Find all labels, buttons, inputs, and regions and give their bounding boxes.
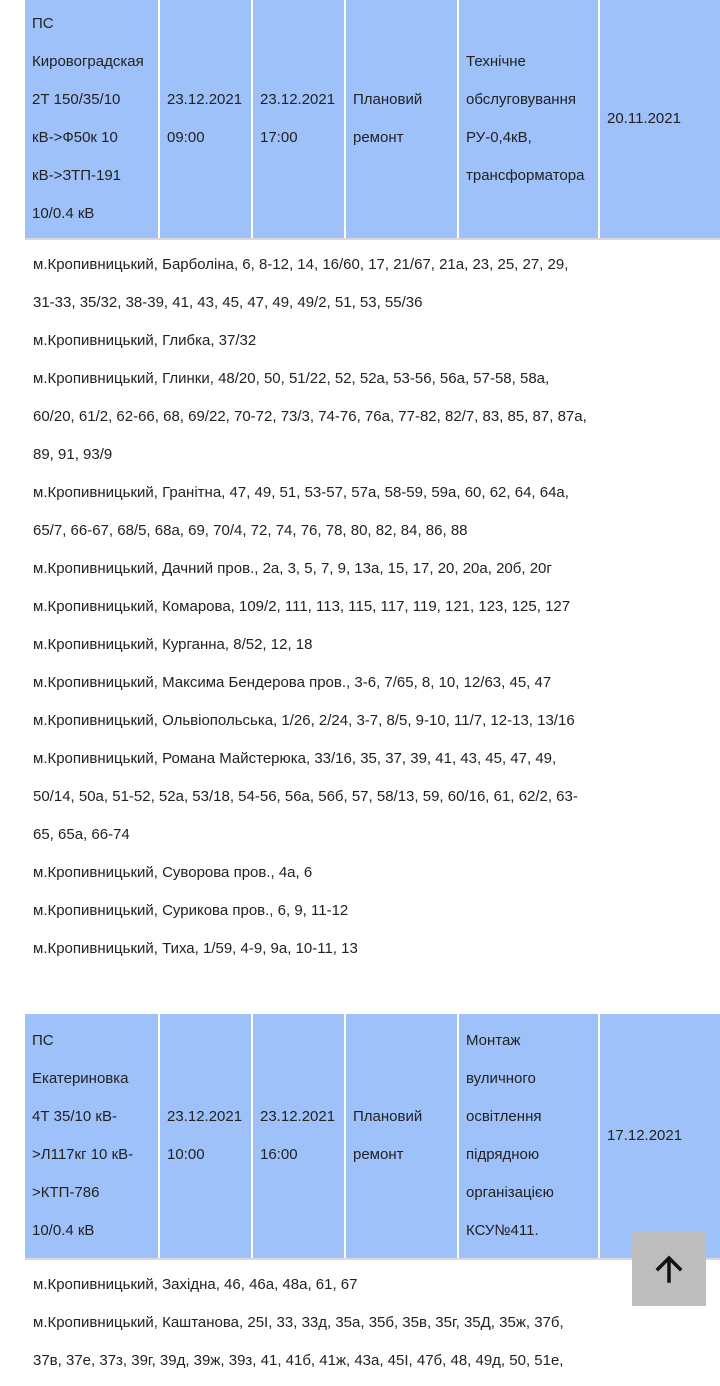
address-item: м.Кропивницький, Курганна, 8/52, 12, 18 bbox=[33, 636, 313, 653]
end-time-cell bbox=[253, 0, 346, 238]
substation-text: ПС Екатериновка 4Т 35/10 кВ- >Л117кг 10 кВ- >КТП-786 10/0.4 кВ bbox=[32, 1032, 134, 1239]
address-item: м.Кропивницький, Гранітна, 47, 49, 51, 53-57, 57а, 58-59, 59а, 60, 62, 64, 64а, 65/7, 66-67, 68/5, 68а, 69, 70/4, 72, 74, 76, 78, 80, 82, 84, 86, 88 bbox=[33, 484, 569, 539]
start-time-cell bbox=[160, 0, 253, 238]
arrow-up-icon bbox=[654, 1254, 684, 1284]
substation-text: ПС Кировоградская 2Т 150/35/10 кВ->Ф50к 10 кВ->ЗТП-191 10/0.4 кВ bbox=[32, 15, 144, 222]
start-time-text: 23.12.2021 09:00 bbox=[167, 91, 243, 146]
work-description-text: Монтаж вуличного освітлення підрядною організацією КСУ№411. bbox=[466, 1032, 554, 1239]
outage-type-text: Плановий ремонт bbox=[353, 91, 423, 146]
address-item: м.Кропивницький, Каштанова, 25І, 33, 33д, 35а, 35б, 35в, 35г, 35Д, 35ж, 37б, 37в, 37е, 37з, 39г, 39д, 39ж, 39з, 41, 41б, 41ж, 43а, 45І, 47б, 48, 49д, 50, 51е, bbox=[33, 1314, 564, 1369]
outage-type-cell bbox=[346, 1014, 459, 1258]
address-list bbox=[25, 1260, 720, 1386]
address-item: м.Кропивницький, Тиха, 1/59, 4-9, 9а, 10-11, 13 bbox=[33, 940, 358, 957]
address-item: м.Кропивницький, Комарова, 109/2, 111, 113, 115, 117, 119, 121, 123, 125, 127 bbox=[33, 598, 571, 615]
substation-cell bbox=[25, 0, 160, 238]
address-item: м.Кропивницький, Романа Майстерюка, 33/16, 35, 37, 39, 41, 43, 45, 47, 49, 50/14, 50а, 51-52, 52а, 53/18, 54-56, 56а, 56б, 57, 58/13, 59, 60/16, 61, 62/2, 63-65, 65а, 66-74 bbox=[33, 750, 578, 843]
outage-type-cell bbox=[346, 0, 459, 238]
end-time-text: 23.12.2021 17:00 bbox=[260, 91, 336, 146]
outage-type-text: Плановий ремонт bbox=[353, 1108, 423, 1163]
work-description-cell bbox=[459, 1014, 600, 1258]
notice-date-text: 20.11.2021 bbox=[607, 110, 681, 127]
notice-date-cell bbox=[600, 1014, 720, 1258]
outage-row bbox=[25, 1014, 720, 1260]
end-time-text: 23.12.2021 16:00 bbox=[260, 1108, 336, 1163]
address-list bbox=[25, 240, 720, 1014]
scroll-to-top-button[interactable] bbox=[632, 1232, 706, 1306]
address-item: м.Кропивницький, Західна, 46, 46а, 48а, 61, 67 bbox=[33, 1276, 358, 1293]
substation-cell bbox=[25, 1014, 160, 1258]
outage-table bbox=[25, 0, 720, 1386]
work-description-text: Технічне обслуговування РУ-0,4кВ, трансформатора bbox=[466, 53, 585, 184]
outage-row bbox=[25, 0, 720, 240]
end-time-cell bbox=[253, 1014, 346, 1258]
notice-date-text: 17.12.2021 bbox=[607, 1127, 683, 1144]
notice-date-cell bbox=[600, 0, 720, 238]
address-item: м.Кропивницький, Сурикова пров., 6, 9, 11-12 bbox=[33, 902, 349, 919]
address-item: м.Кропивницький, Барболіна, 6, 8-12, 14, 16/60, 17, 21/67, 21а, 23, 25, 27, 29, 31-33, 35/32, 38-39, 41, 43, 45, 47, 49, 49/2, 51, 53, 55/36 bbox=[33, 256, 569, 311]
address-item: м.Кропивницький, Ольвіопольська, 1/26, 2/24, 3-7, 8/5, 9-10, 11/7, 12-13, 13/16 bbox=[33, 712, 575, 729]
address-item: м.Кропивницький, Глинки, 48/20, 50, 51/22, 52, 52а, 53-56, 56а, 57-58, 58а, 60/20, 61/2, 62-66, 68, 69/22, 70-72, 73/3, 74-76, 76а, 77-82, 82/7, 83, 85, 87, 87а, 89, 91, 93/9 bbox=[33, 370, 587, 463]
start-time-text: 23.12.2021 10:00 bbox=[167, 1108, 243, 1163]
address-item: м.Кропивницький, Суворова пров., 4а, 6 bbox=[33, 864, 313, 881]
address-item: м.Кропивницький, Максима Бендерова пров., 3-6, 7/65, 8, 10, 12/63, 45, 47 bbox=[33, 674, 552, 691]
address-item: м.Кропивницький, Дачний пров., 2а, 3, 5, 7, 9, 13а, 15, 17, 20, 20а, 20б, 20г bbox=[33, 560, 552, 577]
work-description-cell bbox=[459, 0, 600, 238]
start-time-cell bbox=[160, 1014, 253, 1258]
address-item: м.Кропивницький, Глибка, 37/32 bbox=[33, 332, 257, 349]
